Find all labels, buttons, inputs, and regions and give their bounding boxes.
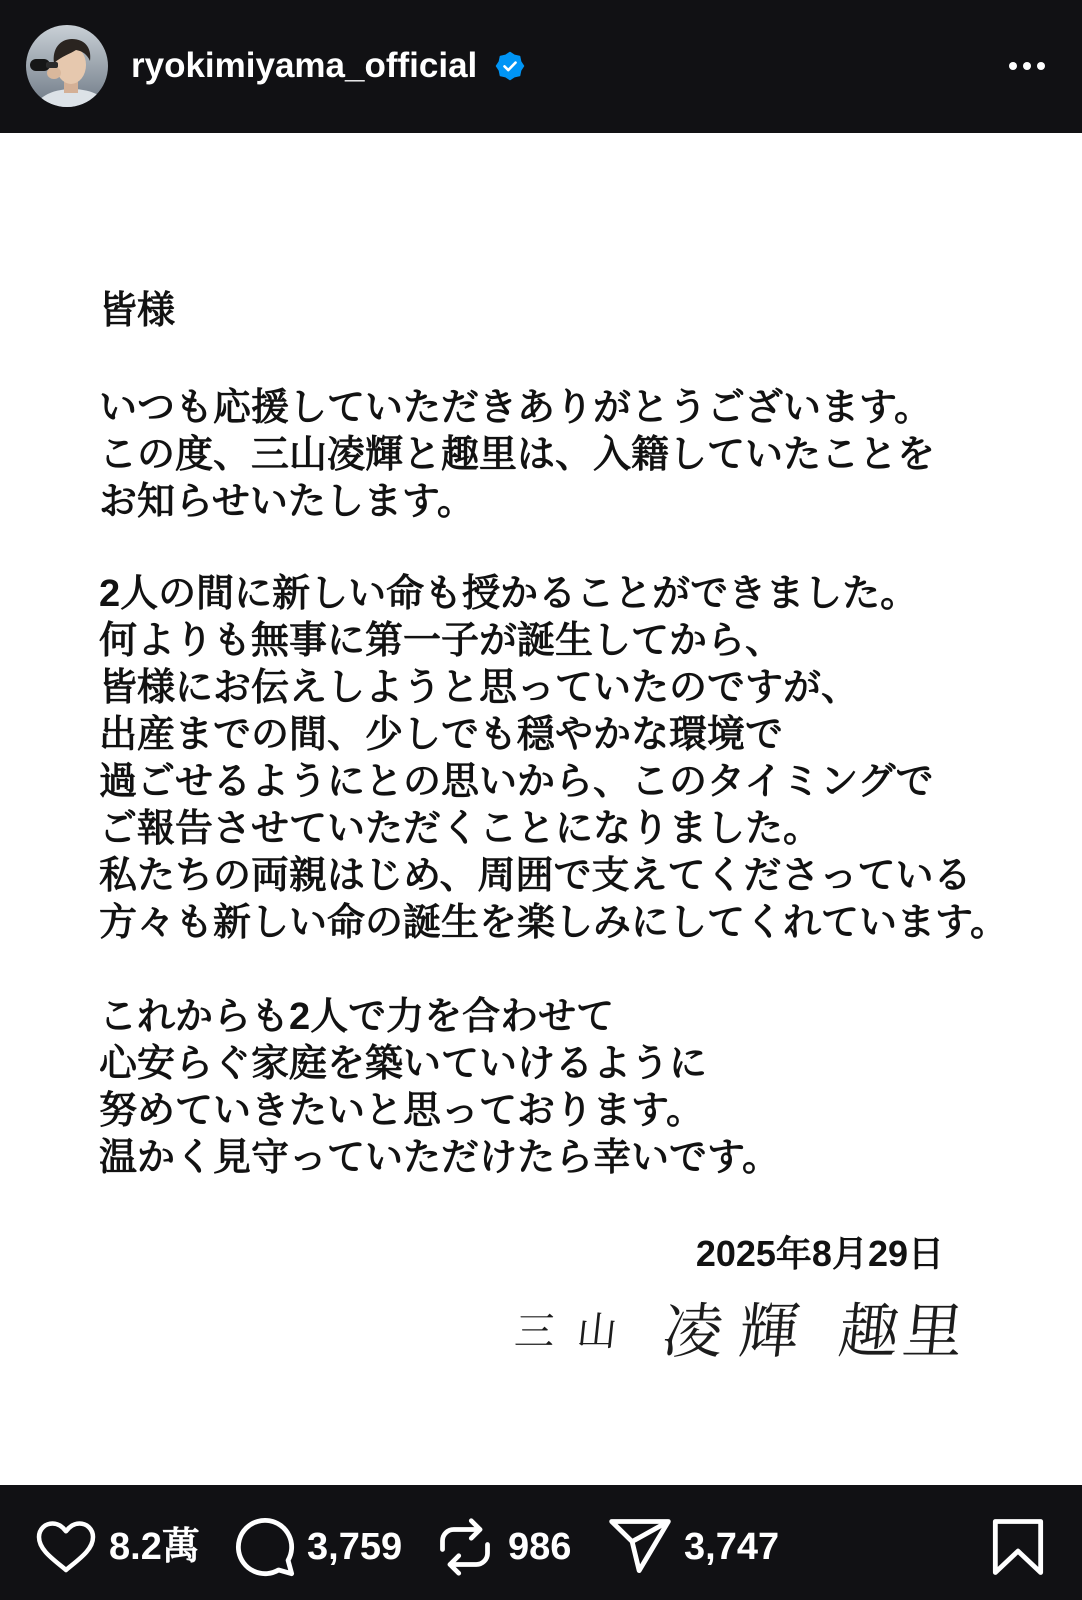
signature-part: 三山: [512, 1309, 642, 1355]
save-button[interactable]: [984, 1513, 1052, 1581]
like-button[interactable]: [36, 1517, 96, 1577]
bookmark-icon: [984, 1513, 1052, 1581]
letter-line: お知らせいたします。: [99, 481, 475, 523]
letter-line: いつも応援していただきありがとうございます。: [99, 387, 932, 429]
comment-button[interactable]: [233, 1515, 297, 1579]
letter-line: 過ごせるようにとの思いから、このタイミングで: [99, 761, 934, 803]
letter-date: 2025年8月29日: [695, 1233, 944, 1274]
letter-line: 出産までの間、少しでも穏やかな環境で: [99, 714, 784, 756]
letter-paragraph: [99, 571, 1008, 947]
repost-icon: [435, 1517, 495, 1577]
like-count[interactable]: 8.2萬: [109, 1526, 200, 1568]
more-options-button[interactable]: [1003, 42, 1051, 90]
action-bar: [0, 1485, 1082, 1600]
verified-badge-icon: [495, 51, 525, 81]
letter-line: 何よりも無事に第一子が誕生してから、: [99, 620, 784, 662]
repost-button[interactable]: [435, 1517, 495, 1577]
username[interactable]: ryokimiyama_official: [131, 46, 478, 85]
letter-line: 方々も新しい命の誕生を楽しみにしてくれています。: [99, 902, 1008, 944]
signature-part: 趣里: [835, 1297, 971, 1367]
letter-line: 心安らぐ家庭を築いていけるように: [99, 1043, 708, 1085]
letter-line: この度、三山凌輝と趣里は、入籍していたことを: [99, 434, 936, 476]
letter-line: これからも2人で力を合わせて: [99, 996, 615, 1038]
repost-count[interactable]: 986: [508, 1526, 572, 1568]
share-count[interactable]: 3,747: [684, 1526, 780, 1568]
comment-icon: [233, 1515, 297, 1579]
avatar[interactable]: [26, 25, 108, 107]
letter-line: 皆様にお伝えしようと思っていたのですが、: [99, 667, 860, 709]
share-button[interactable]: [606, 1513, 674, 1581]
letter-line: 2人の間に新しい命も授かることができました。: [99, 573, 919, 615]
more-icon: [1003, 42, 1051, 90]
post-header: [0, 0, 1082, 133]
letter-line: 努めていきたいと思っております。: [99, 1090, 704, 1132]
signature-part: 凌輝: [659, 1297, 819, 1367]
letter-paragraph: [99, 385, 935, 526]
heart-icon: [36, 1517, 96, 1577]
comment-count[interactable]: 3,759: [307, 1526, 403, 1568]
letter-line: 温かく見守っていただけたら幸いです。: [99, 1137, 780, 1179]
letter-paragraph: [99, 994, 780, 1182]
letter-line: ご報告させていただくことになりました。: [99, 808, 822, 850]
avatar-photo: [26, 25, 108, 107]
letter-salutation: 皆様: [99, 290, 176, 332]
post-image-letter[interactable]: [0, 133, 1082, 1485]
send-icon: [606, 1513, 674, 1581]
letter-line: 私たちの両親はじめ、周囲で支えてくださっている: [99, 855, 972, 897]
